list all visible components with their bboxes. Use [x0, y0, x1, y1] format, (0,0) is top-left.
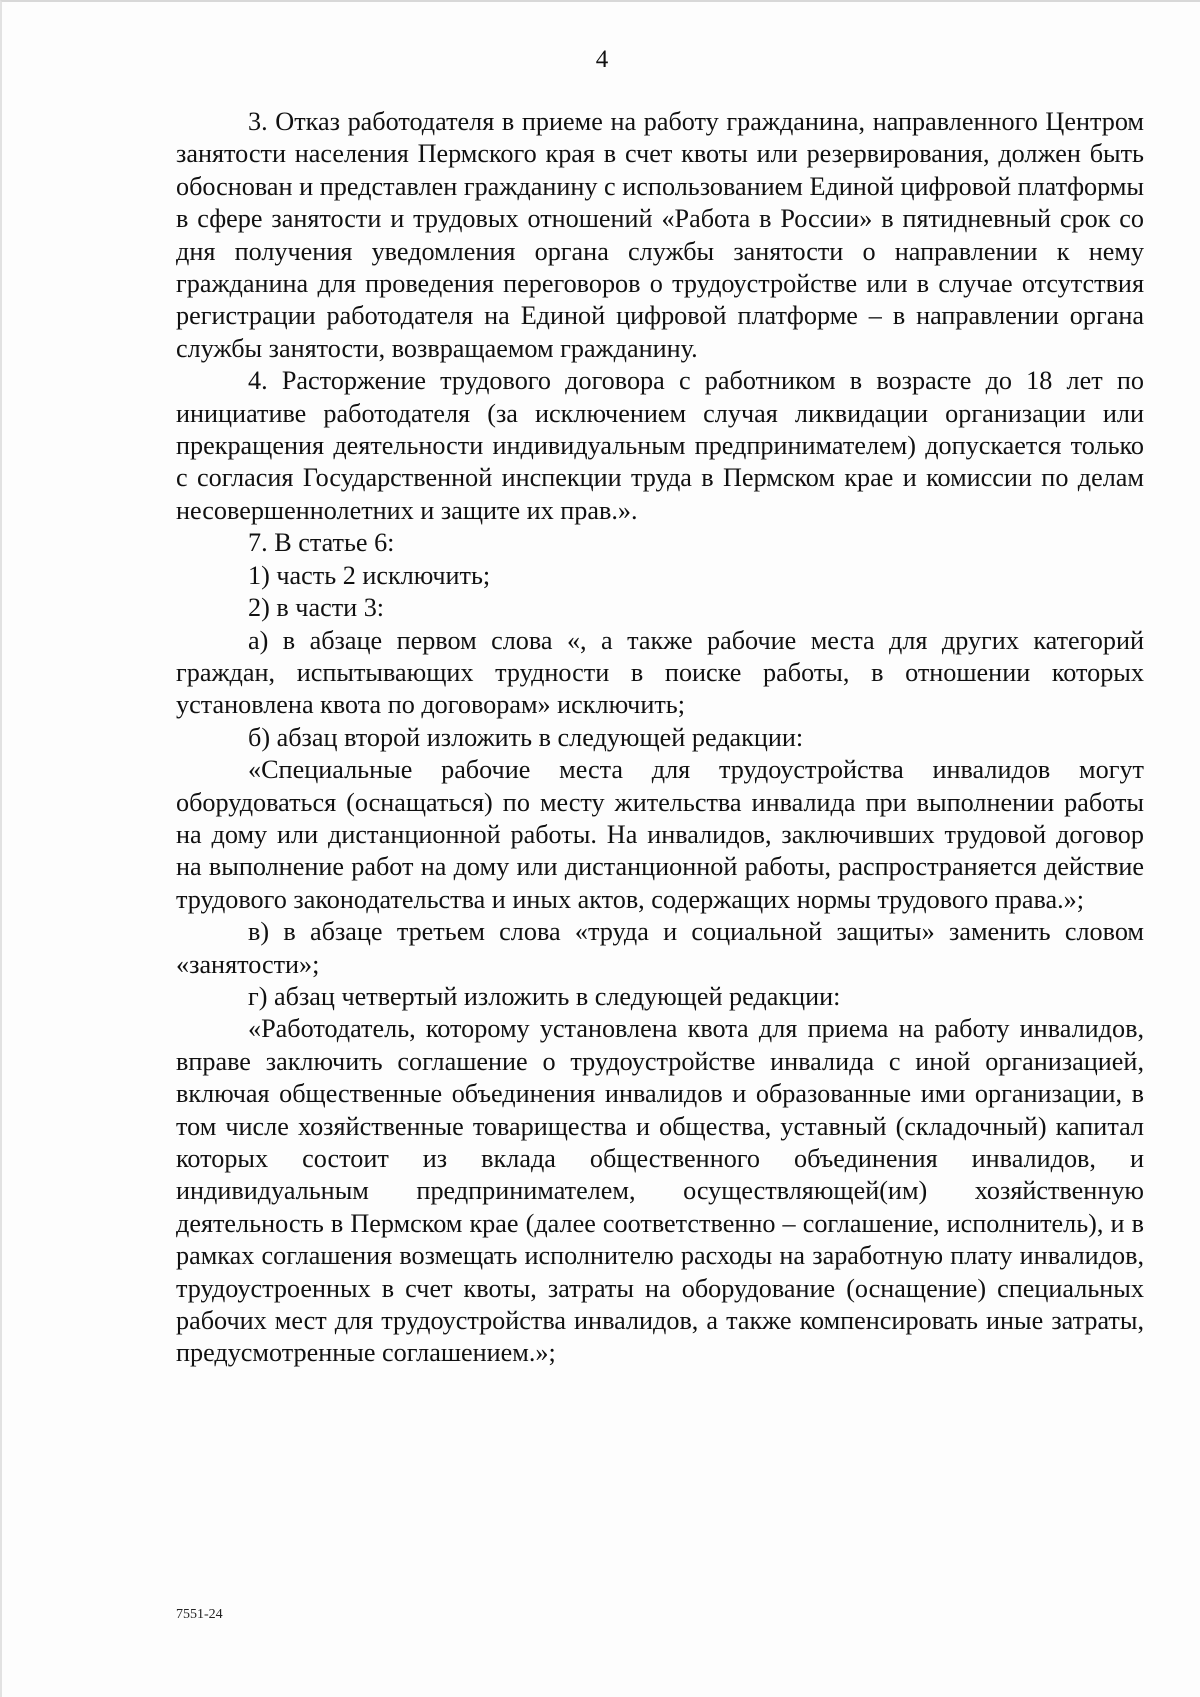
paragraph-quote-employer-quota: «Работодатель, которому установлена квота для приема на работу инвалидов, вправе заключить соглашение о трудоустройстве инвалида с иной организацией, включая общественные объединения инвалидов и образованные ими организации, в том числе хозяйственные товарищества и общества, уставный (складочный) капитал которых состоит из вклада общественного объединения инвалидов, и индивидуальным предпринимателем, осуществляющей(им) хозяйственную деятельность в Пермском крае (далее соответственно – соглашение, исполнитель), и в рамках соглашения возмещать исполнителю расходы на заработную плату инвалидов, трудоустроенных в счет квоты, затраты на оборудование (оснащение) специальных рабочих мест для трудоустройства инвалидов, а также компенсировать иные затраты, предусмотренные соглашением.»; — [176, 1014, 1144, 1368]
paragraph-quote-special-workplaces: «Специальные рабочие места для трудоустройства инвалидов могут оборудоваться (оснащаться) по месту жительства инвалида при выполнении работы на дому или дистанционной работы. На инвалидов, заключивших трудовой договор на выполнение работ на дому или дистанционной работы, распространяется действие трудового законодательства и иных актов, содержащих нормы трудового права.»; — [176, 755, 1144, 914]
paragraph-item-a: а) в абзаце первом слова «, а также рабочие места для других категорий граждан, испытывающих трудности в поиске работы, в отношении которых установлена квота по договорам» исключить; — [176, 625, 1144, 720]
page-number: 4 — [595, 46, 609, 73]
paragraph-3-refusal: 3. Отказ работодателя в приеме на работу гражданина, направленного Центром занятости населения Пермского края в счет квоты или резервирования, должен быть обоснован и представлен гражданину с использованием Единой цифровой платформы в сфере занятости и трудовых отношений «Работа в России» в пятидневный срок со дня получения уведомления органа службы занятости о направлении к нему гражданина для проведения переговоров о трудоустройстве или в случае отсутствия регистрации работодателя на Единой цифровой платформе – в направлении органа службы занятости, возвращаемом гражданину. — [176, 107, 1144, 363]
paragraph-item-2: 2) в части 3: — [248, 593, 385, 623]
paragraph-4-termination: 4. Расторжение трудового договора с работником в возрасте до 18 лет по инициативе работодателя (за исключением случая ликвидации организации или прекращения деятельности индивидуальным предпринимателем) допускается только с согласия Государственной инспекции труда в Пермском крае и комиссии по делам несовершеннолетних и защите их прав.». — [176, 366, 1144, 525]
document-body — [176, 106, 1144, 1370]
paragraph-item-g: г) абзац четвертый изложить в следующей редакции: — [248, 981, 841, 1011]
paragraph-item-1: 1) часть 2 исключить; — [248, 560, 491, 590]
paragraph-7-article-6: 7. В статье 6: — [248, 528, 395, 558]
document-code: 7551-24 — [176, 1607, 223, 1622]
paragraph-item-b: б) абзац второй изложить в следующей редакции: — [248, 722, 804, 752]
paragraph-item-v: в) в абзаце третьем слова «труда и социальной защиты» заменить словом «занятости»; — [176, 917, 1144, 979]
